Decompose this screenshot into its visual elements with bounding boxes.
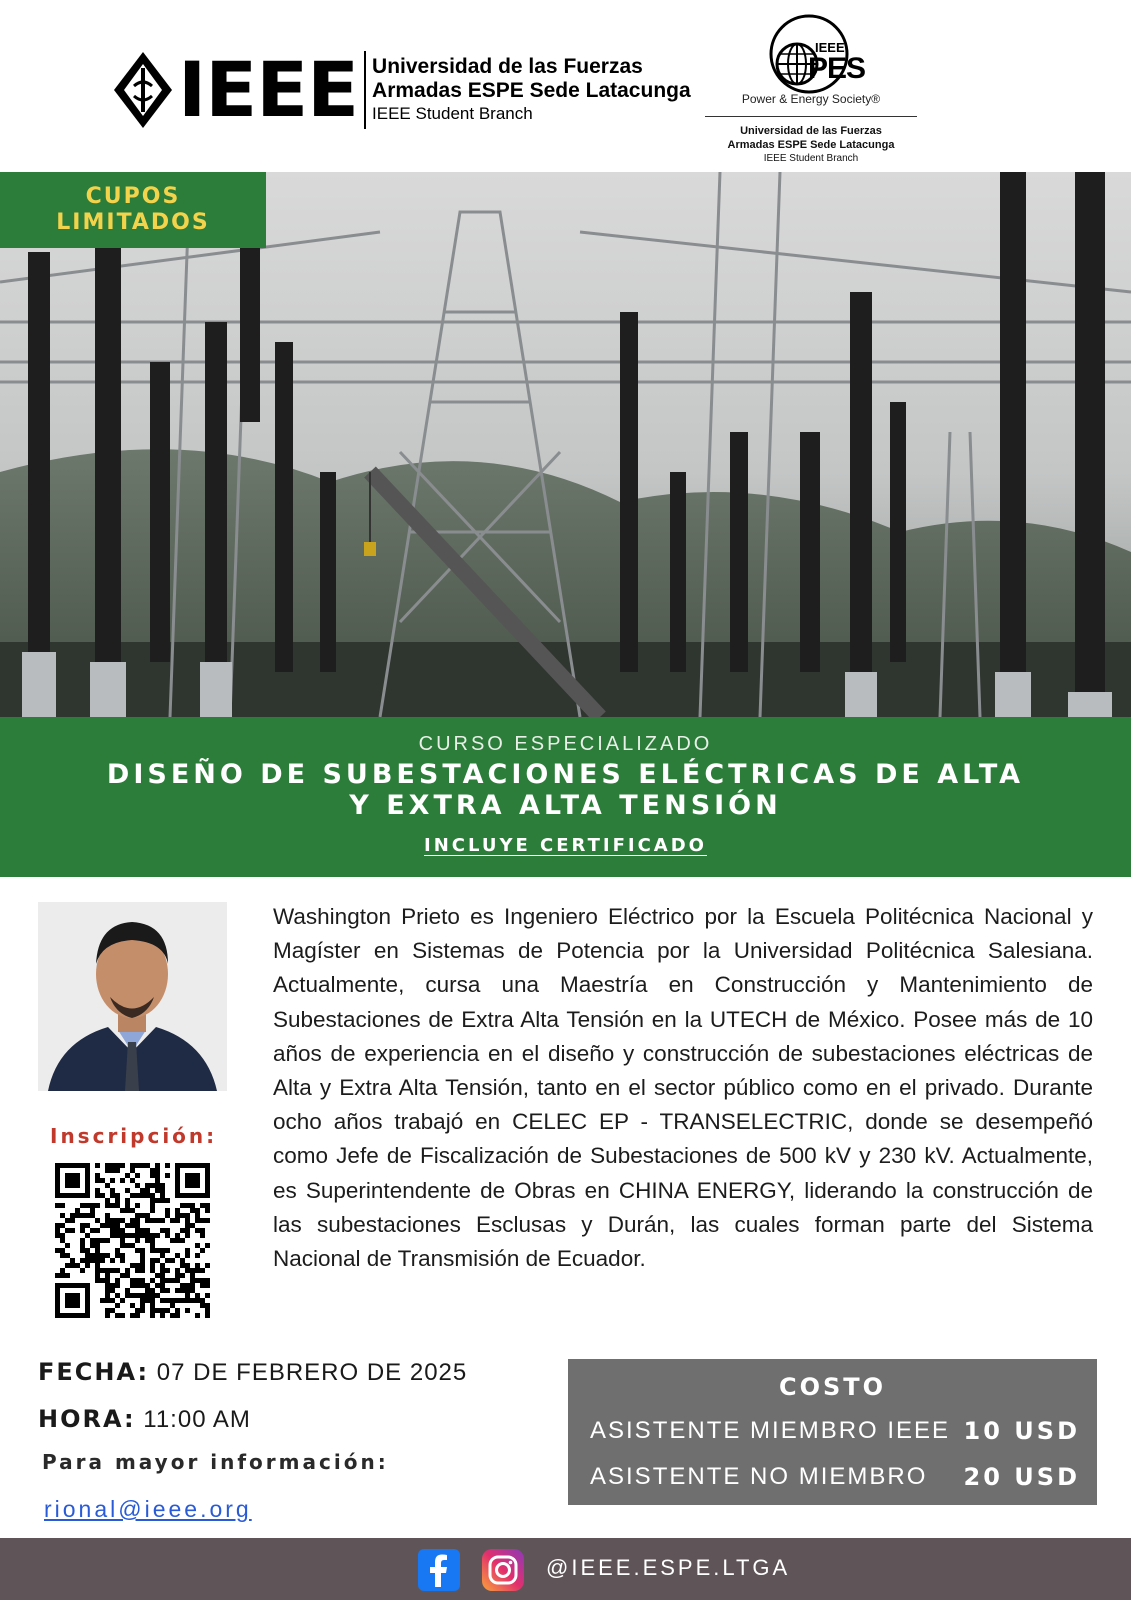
event-time — [38, 1405, 251, 1434]
ieee-wordmark: IEEE — [178, 45, 359, 134]
substation-photo — [0, 172, 1131, 717]
time-label: HORA: — [38, 1405, 136, 1433]
limited-spots-banner — [0, 172, 266, 248]
cost-row-non-member — [590, 1463, 1080, 1491]
pes-branch-line-1: Universidad de las Fuerzas — [740, 125, 882, 137]
cost-box — [568, 1359, 1097, 1505]
cost-row-amount: 20 USD — [963, 1463, 1080, 1491]
course-title-band — [0, 717, 1131, 877]
contact-email-link[interactable]: rional@ieee.org — [44, 1496, 252, 1522]
pes-divider — [705, 116, 917, 117]
pes-branch-line-2: Armadas ESPE Sede Latacunga — [727, 139, 895, 151]
cost-row-label: ASISTENTE NO MIEMBRO — [590, 1463, 928, 1490]
more-info-label: Para mayor información: — [42, 1450, 389, 1474]
speaker-bio: Washington Prieto es Ingeniero Eléctrico por la Escuela Politécnica Nacional y Magíster en Sistemas de Potencia por la Universidad Politécnica Salesiana. Actualmente, cursa una Maestría en Construcción y Mantenimiento de Subestaciones de Extra Alta Tensión en la UTECH de México. Posee más de 10 años de experiencia en el diseño y construcción de subestaciones eléctricas de Alta y Extra Alta Tensión, tanto en el sector público como en el privado. Durante ocho años trabajó en CELEC EP - TRANSELECTRIC, donde se desempeñó como Jefe de Fiscalización de Subestaciones de 500 kV y 230 kV. Actualmente, es Superintendente de Obras en CHINA ENERGY, liderando la construcción de las subestaciones Esclusas y Durán, las cuales forman parte del Sistema Nacional de Transmisión de Ecuador. — [273, 904, 1093, 1272]
speaker-portrait — [38, 902, 227, 1091]
date-value: 07 DE FEBRERO DE 2025 — [156, 1359, 468, 1386]
branch-line-2: Armadas ESPE Sede Latacunga — [372, 79, 691, 102]
cost-title: COSTO — [778, 1373, 887, 1401]
substation-illustration — [0, 172, 1131, 717]
event-date — [38, 1358, 467, 1387]
time-value: 11:00 AM — [143, 1406, 251, 1433]
cost-row-member — [590, 1417, 1080, 1445]
logo-divider — [364, 51, 366, 129]
certificate-label: INCLUYE CERTIFICADO — [424, 835, 707, 856]
banner-line-2: LIMITADOS — [56, 210, 210, 235]
registration-qr-code[interactable] — [55, 1163, 210, 1318]
instagram-icon[interactable] — [482, 1549, 524, 1591]
branch-line-1: Universidad de las Fuerzas — [372, 55, 643, 78]
banner-line-1: CUPOS — [85, 184, 181, 209]
facebook-icon[interactable] — [418, 1549, 460, 1591]
header — [0, 0, 1131, 172]
ieee-kite-icon — [112, 50, 174, 130]
registration-label: Inscripción: — [50, 1124, 218, 1148]
speaker-photo — [38, 902, 227, 1091]
ieee-logo — [112, 45, 691, 134]
cost-row-label: ASISTENTE MIEMBRO IEEE — [590, 1417, 951, 1444]
student-branch-name — [372, 55, 691, 125]
certificate-note — [0, 835, 1131, 856]
pes-wordmark: PES — [808, 52, 866, 85]
social-handle[interactable]: @IEEE.ESPE.LTGA — [546, 1555, 791, 1580]
pes-society-name: Power & Energy Society® — [741, 92, 881, 106]
branch-line-3: IEEE Student Branch — [372, 104, 533, 123]
course-title — [60, 759, 1071, 821]
course-title-line-1: DISEÑO DE SUBESTACIONES ELÉCTRICAS DE ALTA — [106, 759, 1025, 790]
pes-branch-line-3: IEEE Student Branch — [763, 153, 859, 164]
footer — [0, 1538, 1131, 1600]
pes-logo — [705, 8, 917, 168]
pes-branch-name — [705, 124, 917, 166]
date-label: FECHA: — [38, 1358, 150, 1386]
cost-row-amount: 10 USD — [963, 1417, 1080, 1445]
pes-ieee-label: IEEE — [815, 40, 845, 55]
course-kicker: CURSO ESPECIALIZADO — [418, 733, 713, 755]
course-title-line-2: Y EXTRA ALTA TENSIÓN — [349, 790, 782, 821]
